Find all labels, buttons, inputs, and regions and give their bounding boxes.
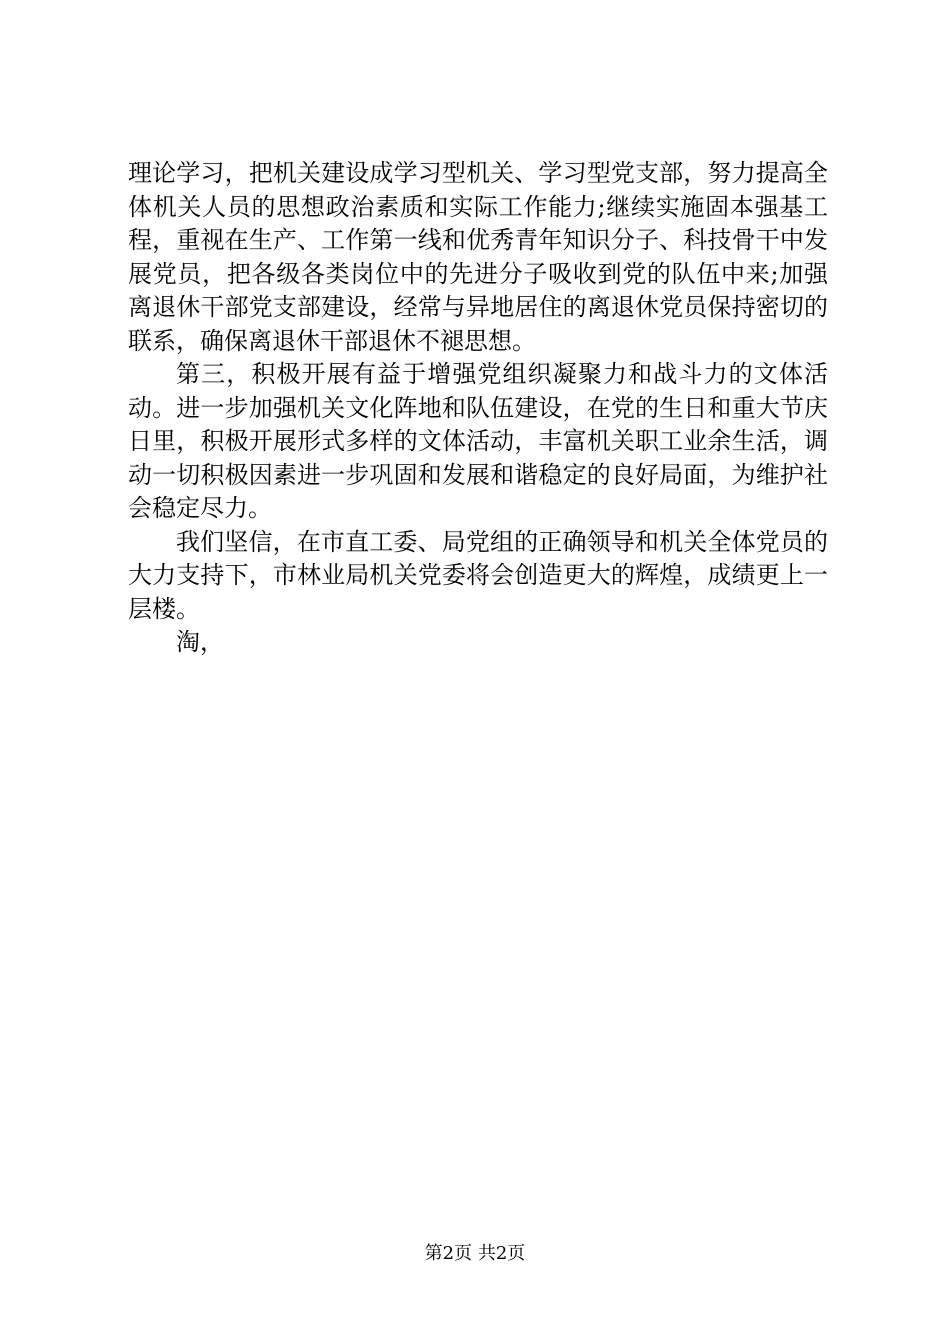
paragraph-conclusion: 我们坚信，在市直工委、局党组的正确领导和机关全体党员的大力支持下，市林业局机关党委将会创造更大的辉煌，成绩更上一层楼。 (128, 527, 828, 623)
paragraph-fragment: 淘， (176, 628, 224, 656)
paragraph-third-point: 第三，积极开展有益于增强党组织凝聚力和战斗力的文体活动。进一步加强机关文化阵地和队伍建设，在党的生日和重大节庆日里，积极开展形式多样的文体活动，丰富机关职工业余生活，调动一切积极因素进一步巩固和发展和谐稳定的良好局面，为维护社会稳定尽力。 (128, 360, 828, 522)
page-number-footer: 第2页 共2页 (424, 1243, 526, 1264)
paragraph-continuation: 理论学习，把机关建设成学习型机关、学习型党支部，努力提高全体机关人员的思想政治素质和实际工作能力;继续实施固本强基工程，重视在生产、工作第一线和优秀青年知识分子、科技骨干中发展党员，把各级各类岗位中的先进分子吸收到党的队伍中来;加强离退休干部党支部建设，经常与异地居住的离退休党员保持密切的联系，确保离退休干部退休不褪思想。 (128, 159, 828, 355)
document-body (128, 157, 828, 660)
